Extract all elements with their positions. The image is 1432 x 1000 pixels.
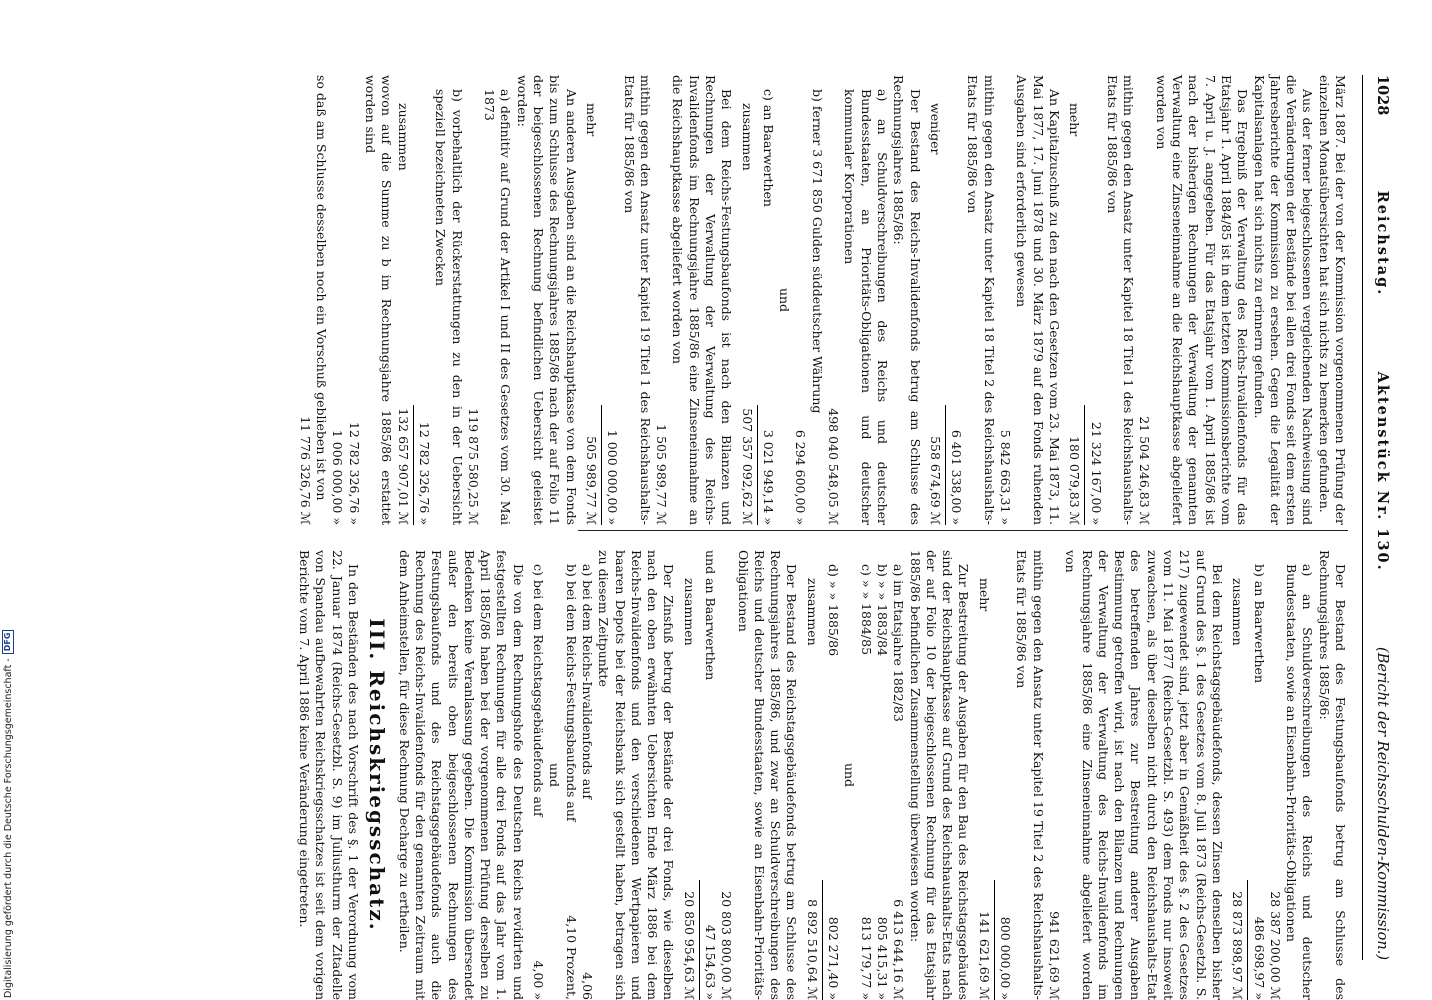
amount: 505 989,77 ℳ [583,436,599,525]
sum-rule [757,405,758,525]
amount: 813 179,77 » [858,916,874,1000]
paragraph: Aus der ferner beigeschlossenen vergleichenden Nachweisung sind die Veränderungen der Bestände bei allen drei Fonds seit dem ersten Jahresberichte der Kommission zu ersehen. Gegen die Legalität der Kapitalsanlagen hat sich nichts zu erinnern gefunden. [1251,75,1316,525]
amount: 6 413 644,16 ℳ [891,899,907,1000]
amount: 20 803 800,00 ℳ [719,891,735,1000]
list-item: c) an Baarwerthen [760,89,776,207]
amount: 12 782 326,76 » [346,421,362,525]
list-item: b) vorbehaltlich der Rückerstattungen zu den in der Uebersicht speziell bezeichneten Zwecken [433,89,465,525]
list-item: b) » » 1883/84 [874,564,890,657]
watermark-text: Digitalisierung gefördert durch die Deutsche Forschungsgemeinschaft - [2,658,14,998]
sum-rule [822,880,823,1000]
paragraph: An anderen Ausgaben sind an die Reichshauptkasse von dem Fonds bis zum Schlusse des Rechnungsjahres 1885/86 nach der auf Folio 11 der beigeschlossenen Rechnung befindlichen Uebersicht geleistet worden: [514,75,579,525]
left-column [297,75,1348,525]
conjunction: und [777,287,793,313]
paragraph: März 1887. Bei der von der Kommission vorgenommenen Prüfung der einzelnen Monatsübersichten hat sich nichts zu bemerken gefunden. [1316,75,1348,525]
amount: 800 000,00 » [998,916,1014,1000]
amount: 4,00 » [531,960,547,1000]
amount: 1 505 989,77 ℳ [654,424,670,525]
amount: 507 357 092,62 ℳ [739,408,755,525]
rotated-document-page [0,20,1390,1000]
amount: 802 271,40 » [826,916,842,1000]
amount: 558 674,69 ℳ [927,436,943,525]
amount: 21 324 167,00 » [1088,421,1104,525]
label: und an Baarwerthen [703,550,719,681]
amount: 28 873 898,97 ℳ [1230,891,1246,1000]
paragraph: Zur Bestreitung der Ausgaben für den Bau des Reichstagsgebäudes sind der Reichshauptkasse auf Grund des Reichshaushalts-Etats nach der auf Folio 10 der beigeschlossenen Rechnung für das Etatsjahr 1885/86 befindlichen Zusammenstellung überwiesen worden: [907,550,972,1000]
amount: 28 387 200,00 ℳ [1267,891,1283,1000]
header-subtitle: Aktenstück Nr. 130. [1374,371,1391,572]
label: mehr [583,103,599,137]
header-rule [1362,75,1363,960]
amount: 486 698,97 » [1251,916,1267,1000]
conjunction: und [842,762,858,788]
right-column [296,550,1348,1000]
paragraph: Der Bestand des Festungsbaufonds betrug am Schlusse des Rechnungsjahres 1885/86: [1316,550,1348,1000]
list-item: c) » » 1884/85 [858,564,874,656]
amount: 4,10 Prozent, [563,915,579,1000]
paragraph: Das Ergebniß der Verwaltung des Reichs-Invalidenfonds für das Etatsjahr 1. April 1884/85 ist in dem letzten Kommissionsberichte vom 7. April u. J. angegeben. Für das Etatsjahr vom 1. April 1885/86 ist nach der bisherigen Rechnungen der Verwaltung der genannten Verwaltung eine Zinseneinnahme an die Reichshauptkasse abgeliefert worden von [1153,75,1251,525]
paragraph: In den Beständen des nach Vorschrift des §. 1 der Verordnung vom 22. Januar 1874 (Reichs-Gesetzbl. S. 9) im Juliusthurm der Zitadelle von Spandau aufbewahrten Reichskriegsschatzes ist seit dem vorigen Berichte vom 7. April 1886 keine Veränderung eingetreten. [297,550,362,1000]
header-right: (Bericht der Reichsschulden-Kommission.) [1374,647,1390,960]
paragraph: An Kapitalzuschuß zu den nach den Gesetzen vom 23. Mai 1873, 11. Mai 1877, 17. Juni 1878 und 30. März 1879 auf den Fonds ruhenden Ausgaben sind erforderlich gewesen [1014,75,1062,525]
amount: 4,06 [579,972,595,1000]
paragraph: mithin gegen den Ansatz unter Kapitel 18 Titel 2 des Reichshaushalts-Etats für 1885/86 von [965,75,997,525]
list-item: a) definitiv auf Grund der Artikel I und II des Gesetzes vom 30. Mai 1873 [482,89,514,525]
label: zusammen [395,103,411,171]
list-item: a) im Etatsjahre 1882/83 [891,564,907,722]
amount: 11 776 326,76 ℳ [297,416,313,525]
amount: 498 040 548,05 ℳ [826,408,842,525]
amount: 119 875 580,25 ℳ [465,408,481,525]
list-item: b) ferner 3 671 850 Gulden süddeutscher Währung [809,89,825,414]
paragraph: Der Bestand des Reichs-Invalidenfonds betrug am Schlusse des Rechnungsjahres 1885/86: [891,75,923,525]
list-item: d) » » 1885/86 [826,564,842,657]
amount: 47 154,63 » [703,924,719,1000]
label: mehr [1067,103,1083,137]
dfg-watermark [2,630,14,998]
sum-rule [1247,880,1248,1000]
amount: 805 415,31 » [874,916,890,1000]
sum-rule [994,880,995,1000]
label: zusammen [804,578,820,646]
amount: 21 504 246,83 ℳ [1137,416,1153,525]
header-title: Reichstag. [1374,190,1391,297]
amount: 1 006 000,00 » [330,429,346,525]
sum-rule [601,405,602,525]
amount: 141 621,69 ℳ [976,911,992,1000]
paragraph: Die von dem Rechnungshofe des Deutschen Reichs revidirten und festgestellten Rechnungen für alle drei Fonds auf das Jahr vom 1. April 1885/86 haben bei der vorgenommenen Prüfung derselben zu Bedenken keine Veranlassung gegeben. Die Kommission übersendet außer den bereits oben beigeschlossenen Rechnungen des Festungsbaufonds und des Reichstagsgebäudefonds auch die Rechnung des Reichs-Invalidenfonds für den genannten Zeitraum mit dem Anheimstellen, für diese Rechnung Decharge zu ertheilen. [396,550,526,1000]
list-item: b) an Baarwerthen [1251,564,1267,683]
amount: 6 294 600,00 » [793,429,809,525]
sum-rule [413,405,414,525]
paragraph: wovon auf die Summe zu b im Rechnungsjahre 1885/86 erstattet worden sind [363,75,395,525]
amount: 1 000 000,00 » [605,429,621,525]
amount: 20 850 954,63 ℳ [681,891,697,1000]
paragraph: so daß am Schlusse desselben noch ein Vorschuß geblieben ist von [314,75,330,501]
list-item: a) bei dem Reichs-Invalidenfonds auf [579,564,595,800]
amount: 12 782 326,76 » [416,421,432,525]
list-item: c) bei dem Reichstagsgebäudefonds auf [531,564,547,817]
conjunction: und [547,762,563,788]
amount: 8 892 510,64 ℳ [804,899,820,1000]
paragraph: mithin gegen den Ansatz unter Kapitel 18 Titel 1 des Reichshaushalts-Etats für 1885/86 von [1104,75,1137,525]
amount: 5 842 663,31 » [998,429,1014,525]
amount: 3 021 949,14 » [760,429,776,525]
label: zusammen [1230,578,1246,646]
amount: 6 401 338,00 » [949,429,965,525]
page-number: 1028 [1374,75,1391,116]
label: zusammen [739,103,755,171]
sum-rule [1084,405,1085,525]
paragraph: Bei dem Reichs-Festungsbaufonds ist nach den Bilanzen und Rechnungen der Verwaltung der Verwaltung des Reichs-Invalidenfonds im Rechnungsjahre 1885/86 eine Zinseneinnahme an die Reichshauptkasse abgeliefert worden von [670,75,735,525]
amount: 180 079,83 ℳ [1067,436,1083,525]
amount: 941 621,69 ℳ [1046,911,1062,1000]
list-item: a) an Schuldverschreibungen des Reichs und deutscher Bundesstaaten, sowie an Eisenbahn-Prioritäts-Obligationen [1284,564,1316,1000]
list-item: a) an Schuldverschreibungen des Reichs und deutscher Bundesstaaten, an Prioritäts-Obligationen und deutscher kommunaler Korporationen [842,89,890,525]
section-heading: III. Reichskriegsschatz. [365,618,390,932]
amount: 132 657 907,01 ℳ [395,408,411,525]
paragraph: mithin gegen den Ansatz unter Kapitel 19 Titel 2 des Reichshaushalts-Etats für 1885/86 von [1014,550,1046,1000]
label: mehr [976,578,992,612]
label: zusammen [681,578,697,646]
page-header [1362,75,1390,960]
paragraph: Der Bestand des Reichstagsgebäudefonds betrug am Schlusse des Rechnungsjahres 1885/86, und zwar an Schuldverschreibungen des Reichs und deutscher Bundesstaaten, sowie an Eisenbahn-Prioritäts-Obligationen [735,550,800,1000]
paragraph: Bei dem Reichstagsgebäudefonds, dessen Zinsen denselben bisher auf Grund des §. 1 des Gesetzes vom 8. Juli 1873 (Reichs-Gesetzbl. S. 217) zugewendet sind, jetzt aber in Gemäßheit des §. 2 des Gesetzes vom 11. Mai 1877 (Reichs-Gesetzbl. S. 493) dem Fonds nur insoweit zuwachsen, als über dieselben nicht durch den Reichshaushalts-Etat des betreffenden Jahres zur Bestreitung anderer Ausgaben Bestimmung getroffen wird, ist nach den Bilanzen und Rechnungen der Verwaltung der Verwaltung des Reichs-Invalidenfonds im Rechnungsjahre 1885/86 eine Zinseneinnahme abgeliefert worden von [1063,550,1225,1000]
label: weniger [927,103,943,155]
sum-rule [945,405,946,525]
dfg-logo: DFG [2,630,14,655]
paragraph: mithin gegen den Ansatz unter Kapitel 19 Titel 1 des Reichshaushalts-Etats für 1885/86 von [621,75,653,525]
column-divider [578,530,1348,531]
sum-rule [699,880,700,1000]
paragraph: Der Zinsfuß betrug der Bestände der drei Fonds, wie dieselben nach den oben erwähnten Uebersichten Ende März 1886 bei dem Reichs-Invalidenfonds und den verschiedenen Wertpapieren und baaren Depots bei der Reichsbank sich gestellt haben, betragen sich zu diesem Zeitpunkte [596,550,677,1000]
list-item: b) bei dem Reichs-Festungsbaufonds auf [563,564,579,822]
